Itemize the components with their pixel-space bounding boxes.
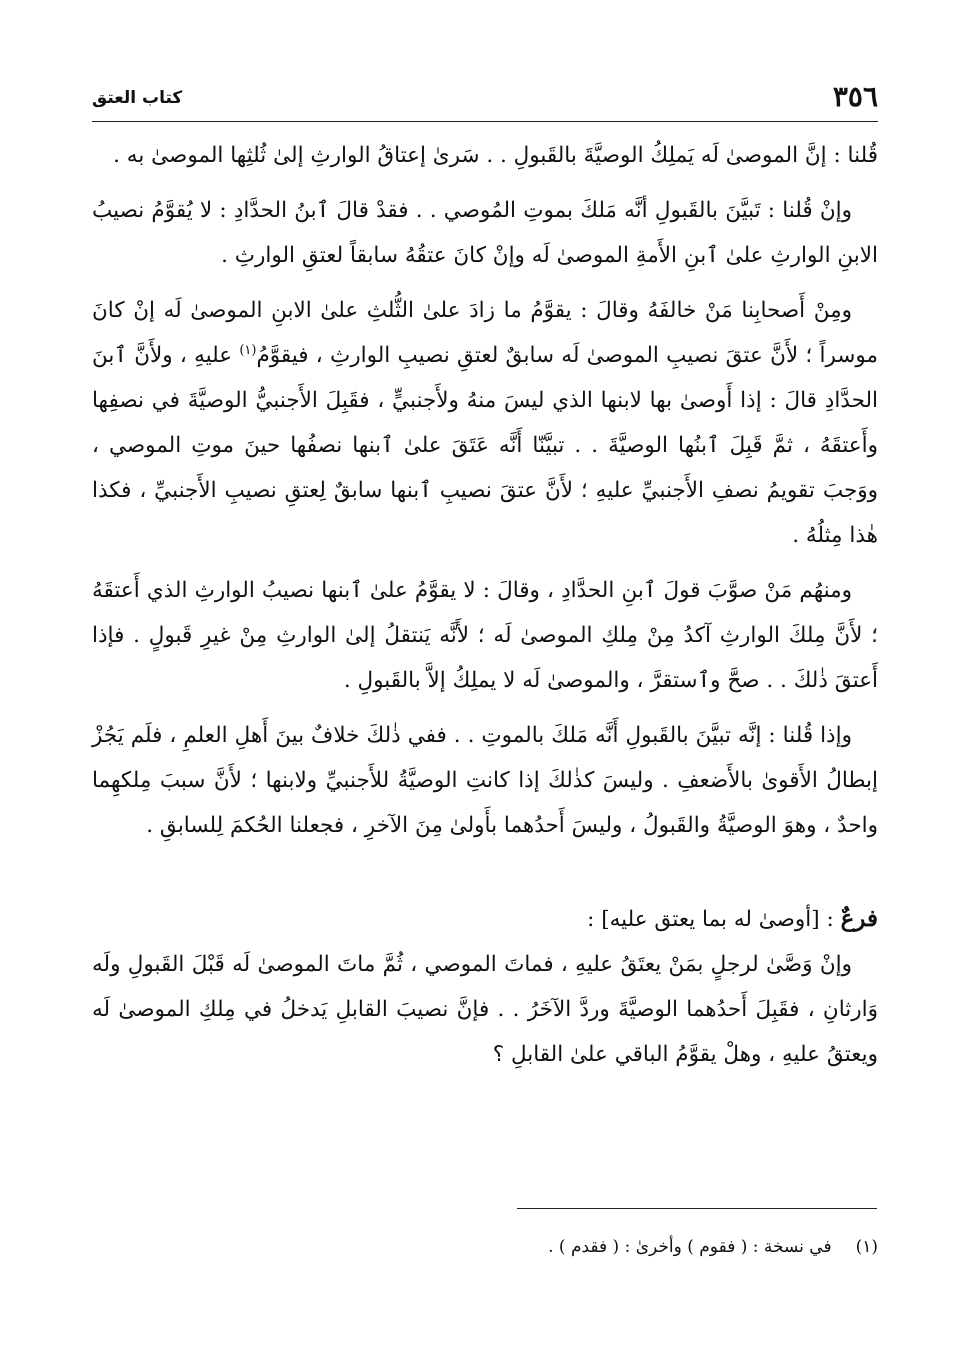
paragraph-4: ومنهُم مَنْ صوَّبَ قولَ ٱبنِ الحدَّادِ ، وقالَ : لا يقوَّمُ علىٰ ٱبنها نصيبُ الوارثِ الذي أَعتقَهُ ؛ لأَنَّ مِلكَ الوارثِ آكدُ مِنْ مِلكِ الموصىٰ لَه ؛ لأَنَّه يَنتقلُ إلىٰ الوارثِ مِنْ غيرِ قَبولٍ . فإذا أَعتقَ ذٰلكَ . . صحَّ وٱستقرَّ ، والموصىٰ لَه لا يملِكُ إلاَّ بالقَبولِ . — [92, 578, 878, 693]
section-title: : [أوصىٰ له بما يعتق عليه] : — [587, 907, 841, 932]
section-paragraph: وإنْ وَصَّىٰ لرجلٍ بمَنْ يعتَقُ عليهِ ، فماتَ الموصي ، ثُمَّ ماتَ الموصىٰ لَه قَبْلَ القَبولِ ولَه وَارثانِ ، فقَبِلَ أَحدُهما الوصيَّةَ وردَّ الآخَرُ . . فإنَّ نصيبَ القابلِ يَدخلُ في مِلكِ الموصىٰ لَه ويعتقُ عليهِ ، وهلْ يقوَّمُ الباقي علىٰ القابلِ ؟ — [92, 952, 878, 1067]
main-text — [92, 133, 878, 1077]
page-number: ٣٥٦ — [832, 80, 878, 113]
section-heading — [92, 896, 878, 942]
paragraph-3-part-2: عليهِ ، ولأَنَّ ٱبنَ الحدَّادِ قالَ : إذا أَوصىٰ بها لابنها الذي ليسَ منهُ ولأَجنبيٍّ ، فقَبِلَ الأَجنبيُّ الوصيَّةَ في نصفِها وأَعتقَهُ ، ثمَّ قَبِلَ ٱبنُها الوصيَّةَ . . تبيَّنّا أَنَّه عَتَقَ علىٰ ٱبنها نصفُها حينَ موتِ الموصي ، ووَجبَ تقويمُ نصفِ الأَجنبيِّ عليهِ ؛ لأَنَّ عتقَ نصيبِ ٱبنها سابقٌ لِعتقِ نصيبِ الأَجنبيِّ ، فكذا هٰذا مِثلُهُ . — [92, 343, 878, 548]
paragraph-3 — [92, 288, 878, 558]
paragraph-2: وإنْ قُلنا : تَبيَّنَ بالقَبولِ أنَّه مَلكَ بموتِ المُوصي . . فقدْ قالَ ٱبنُ الحدَّادِ : لا يُقوَّمُ نصيبُ الابنِ الوارثِ علىٰ ٱبنِ الأَمةِ الموصىٰ لَه وإنْ كانَ عتقُهُ سابقاً لعتقِ الوارثِ . — [92, 198, 878, 268]
page-header — [92, 80, 878, 116]
footnote-reference[interactable]: (١) — [239, 342, 257, 358]
running-title: كتاب العتق — [92, 88, 183, 108]
paragraph-1: قُلنا : إنَّ الموصىٰ لَه يَملِكُ الوصيَّةَ بالقَبولِ . . سَرىٰ إعتاقُ الوارثِ إلىٰ ثُلثِها الموصىٰ به . — [113, 143, 878, 168]
footnote-number: (١) — [855, 1237, 878, 1257]
paragraph-5: وإذا قُلنا : إنَّه تبيَّنَ بالقَبولِ أَنَّه مَلكَ بالموتِ . . ففي ذٰلكَ خلافٌ بينَ أَهلِ العلمِ ، فلَم يَجُزْ إبطالُ الأَقوىٰ بالأَضعفِ . وليسَ كذٰلكَ إذا كانتِ الوصيَّةُ للأَجنبيِّ ولابنها ؛ لأَنَّ سببَ مِلكهِما واحدٌ ، وهوَ الوصيَّةُ والقَبولُ ، وليسَ أَحدُهما بأَولىٰ مِنَ الآخرِ ، فجعلنا الحُكمَ لِلسابقِ . — [92, 723, 878, 838]
paragraph-3-part-1: ومِنْ أَصحابِنا مَنْ خالفَهُ وقالَ : يقوَّمُ ما زادَ علىٰ الثُّلثِ علىٰ الابنِ الموصىٰ لَه إنْ كانَ موسراً ؛ لأَنَّ عتقَ نصيبِ الموصىٰ لَه سابقٌ لعتقِ نصيبِ الوارثِ ، فيقوَّمُ — [92, 298, 879, 368]
section-label: فرعٌ — [840, 905, 878, 932]
footnote-rule — [517, 1208, 877, 1209]
footnote-text: في نسخة : ( فقوم ) وأخرىٰ : ( فقدم ) . — [548, 1237, 832, 1257]
footnote — [92, 1234, 878, 1260]
header-rule — [92, 121, 878, 122]
